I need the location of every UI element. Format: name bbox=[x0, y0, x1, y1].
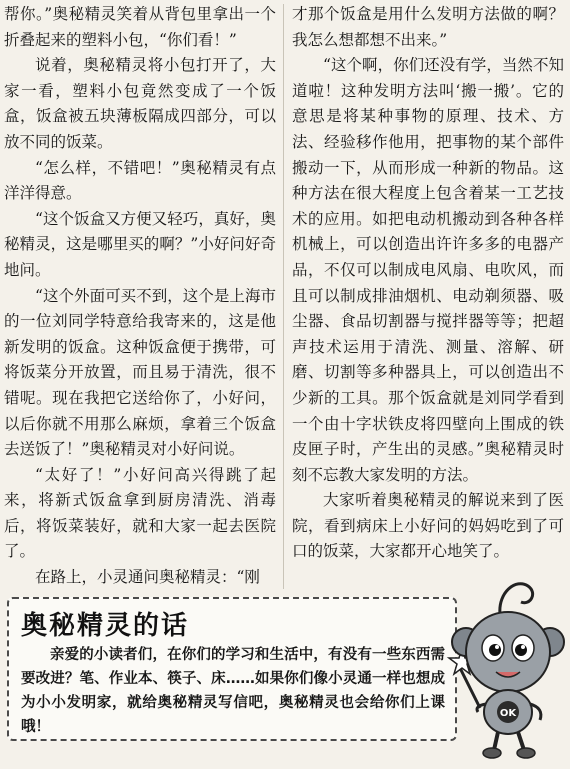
article-right-column bbox=[292, 2, 564, 565]
paragraph: “这个饭盒又方便又轻巧，真好，奥秘精灵，这是哪里买的啊？”小好问好奇地问。 bbox=[4, 209, 276, 279]
paragraph: 才那个饭盒是用什么发明方法做的啊？我怎么想都想不出来。” bbox=[292, 5, 564, 49]
column-divider bbox=[283, 4, 284, 589]
paragraph: 说着，奥秘精灵将小包打开了，大家一看，塑料小包竟然变成了一个饭盒，饭盒被五块薄板隔成四部分，可以放不同的饭菜。 bbox=[4, 56, 276, 151]
words-box-title: 奥秘精灵的话 bbox=[21, 611, 190, 641]
paragraph: “太好了！”小好问高兴得跳了起来，将新式饭盒拿到厨房清洗、消毒后，将饭菜装好，就和大家一起去医院了。 bbox=[4, 465, 276, 561]
paragraph: 在路上，小灵通问奥秘精灵：“刚 bbox=[35, 568, 260, 587]
paragraph: “这个外面可买不到，这个是上海市的一位刘同学特意给我寄来的，这是他新发明的饭盒。这种饭盒便于携带，可将饭菜分开放置，而且易于清洗，很不错呢。现在我把它送给你了，小好问，以后你就不用那么麻烦，拿着三个饭盒去送饭了！”奥秘精灵对小好问说。 bbox=[4, 286, 276, 459]
mascot-illustration bbox=[446, 572, 570, 762]
mascot-badge-text: OK bbox=[499, 708, 517, 719]
paragraph: “这个啊，你们还没有学，当然不知道啦！这种发明方法叫‘搬一搬’。它的意思是将某种事物的原理、技术、方法、经验移作他用，把事物的某个部件搬动一下，从而形成一种新的物品。这种方法在很大程度上包含着某一工艺技术的应用。如把电动机搬动到各种各样机械上，可以创造出许许多多的电器产品，不仅可以制成电风扇、电吹风，而且可以制成排油烟机、电动剃须器、吸尘器、食品切割器与搅拌器等等；把超声技术运用于清洗、测量、溶解、研磨、切割等多种器具上，可以创造出不少新的工具。那个饭盒就是刘同学看到一个由十字状铁皮将四壁向上围成的铁皮匣子时，产生出的灵感。”奥秘精灵时刻不忘教大家发明的方法。 bbox=[292, 56, 564, 484]
mascot-head bbox=[466, 612, 550, 692]
paragraph: 帮你。”奥秘精灵笑着从背包里拿出一个折叠起来的塑料小包，“你们看！” bbox=[4, 5, 276, 49]
paragraph: 大家听着奥秘精灵的解说来到了医院，看到病床上小好问的妈妈吃到了可口的饭菜，大家都开心地笑了。 bbox=[292, 491, 564, 561]
mascot-words-box bbox=[7, 597, 457, 741]
words-box-body: 亲爱的小读者们，在你们的学习和生活中，有没有一些东西需要改进？笔、作业本、筷子、床……如果你们像小灵通一样也想成为小小发明家，就给奥秘精灵写信吧，奥秘精灵也会给你们上课哦！ bbox=[21, 647, 445, 735]
paragraph: “怎么样，不错吧！”奥秘精灵有点洋洋得意。 bbox=[4, 158, 276, 203]
article-left-column bbox=[4, 2, 276, 591]
